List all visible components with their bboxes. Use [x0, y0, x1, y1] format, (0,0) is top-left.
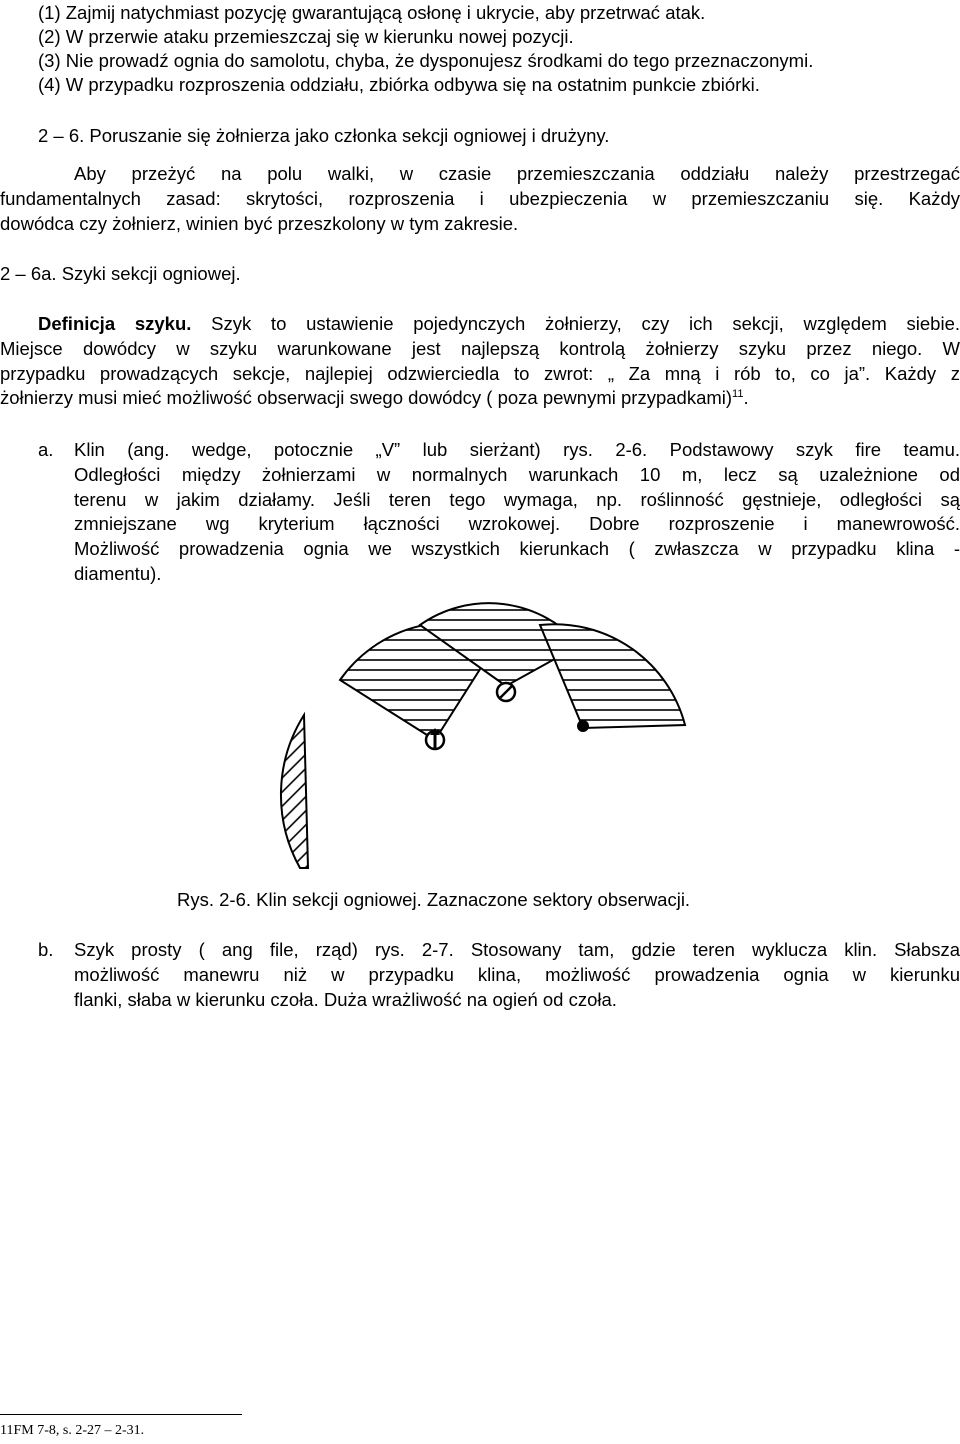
intro-paragraph — [0, 162, 960, 236]
item-b-line-3: flanki, słaba w kierunku czoła. Duża wrażliwość na ogień od czoła. — [74, 988, 617, 1010]
item-b-marker: b. — [38, 939, 54, 960]
definition-line-3: przypadku prowadzących sekcje, najlepiej odzwierciedla to zwrot: „ Za mną i rób to, co ja”. Każdy z — [0, 362, 960, 384]
item-b-line-2: możliwość manewru niż w przypadku klina, możliwość prowadzenia ognia w kierunku — [74, 963, 960, 985]
section-heading: 2 – 6. Poruszanie się żołnierza jako członka sekcji ogniowej i drużyny. — [38, 125, 610, 146]
footnote-reference: 11 — [732, 388, 744, 401]
footnote-separator — [0, 1414, 242, 1415]
item-a-line-1: Klin (ang. wedge, potocznie „V” lub sierżant) rys. 2-6. Podstawowy szyk fire teamu. — [74, 439, 960, 460]
item-a-marker: a. — [38, 439, 54, 460]
definition-line-1 — [0, 312, 960, 337]
intro-line-3: dowódca czy żołnierz, winien być przeszkolony w tym zakresie. — [0, 212, 519, 234]
figure-caption: Rys. 2-6. Klin sekcji ogniowej. Zaznaczone sektory obserwacji. — [177, 889, 691, 910]
item-a-paragraph — [74, 438, 960, 587]
list-item-2: (2) W przerwie ataku przemieszczaj się w kierunku nowej pozycji. — [38, 26, 574, 47]
definition-last-line-end: . — [743, 387, 749, 409]
item-b-paragraph — [74, 938, 960, 1012]
definition-paragraph — [0, 312, 960, 411]
left-observation-sector — [281, 715, 308, 868]
leader-symbol — [497, 683, 515, 701]
definition-line-4 — [0, 386, 960, 411]
subsection-heading: 2 – 6a. Szyki sekcji ogniowej. — [0, 263, 241, 284]
intro-line-1: Aby przeżyć na polu walki, w czasie przemieszczania oddziału należy przestrzegać — [74, 163, 960, 184]
definition-term: Definicja szyku. — [38, 313, 192, 334]
right-soldier-symbol — [577, 720, 589, 732]
right-observation-sector — [540, 624, 685, 728]
item-a-line-4: zmniejszane wg kryterium łączności wzrokowej. Dobre rozproszenie i manewrowość. — [74, 513, 960, 535]
item-a-line-2: Odległości między żołnierzami w normalnych warunkach 10 m, lecz są uzależnione od — [74, 463, 960, 485]
item-b-line-1: Szyk prosty ( ang file, rząd) rys. 2-7. Stosowany tam, gdzie teren wyklucza klin. Słabsza — [74, 939, 960, 960]
wedge-formation-figure — [270, 585, 710, 885]
definition-first-line-rest: Szyk to ustawienie pojedynczych żołnierzy, czy ich sekcji, względem siebie. — [191, 313, 960, 334]
definition-line-2: Miejsce dowódcy w szyku warunkowane jest najlepszą kontrolą żołnierzy szyku przez niego. W — [0, 337, 960, 359]
intro-line-2: fundamentalnych zasad: skrytości, rozproszenia i ubezpieczenia w przemieszczaniu się. Każdy — [0, 187, 960, 209]
definition-last-line: żołnierzy musi mieć możliwość obserwacji swego dowódcy ( poza pewnymi przypadkami) — [0, 387, 733, 409]
item-a-line-6: diamentu). — [74, 562, 162, 584]
footnote: 11FM 7-8, s. 2-27 – 2-31. — [0, 1423, 145, 1438]
item-a-line-5: Możliwość prowadzenia ognia we wszystkich kierunkach ( zwłaszcza w przypadku klina - — [74, 538, 960, 560]
list-item-4: (4) W przypadku rozproszenia oddziału, zbiórka odbywa się na ostatnim punkcie zbiórki. — [38, 74, 760, 95]
list-item-1: (1) Zajmij natychmiast pozycję gwarantującą osłonę i ukrycie, aby przetrwać atak. — [38, 2, 706, 23]
list-item-3: (3) Nie prowadź ognia do samolotu, chyba, że dysponujesz środkami do tego przeznaczonymi. — [38, 50, 814, 71]
item-a-line-3: terenu w jakim działamy. Jeśli teren tego wymaga, np. roślinność gęstnieje, odległości są — [74, 488, 960, 510]
